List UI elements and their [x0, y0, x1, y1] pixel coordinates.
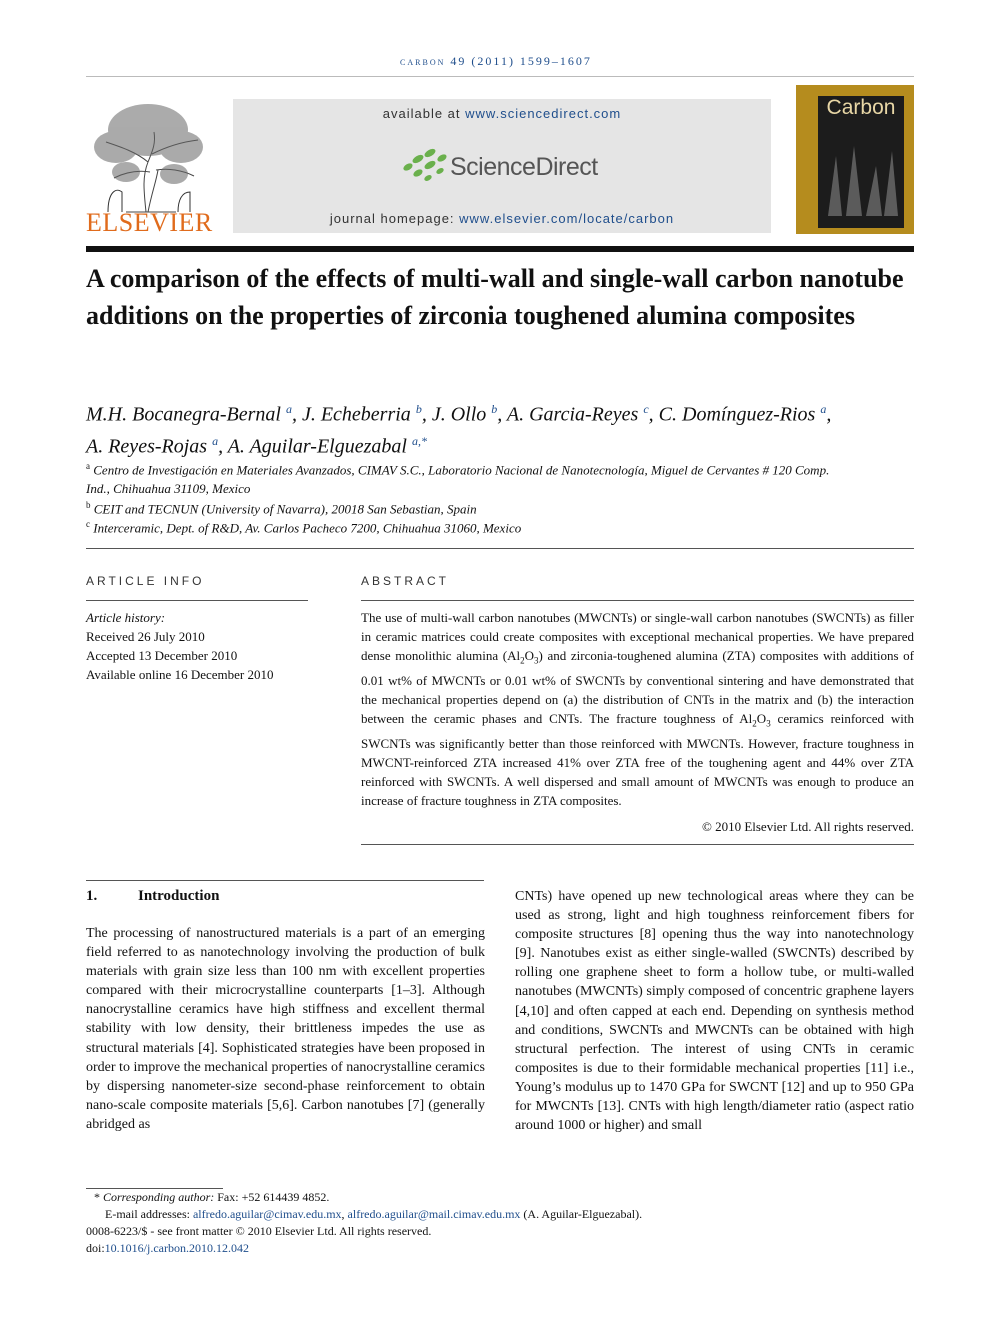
email-note [105, 1206, 642, 1223]
accepted-date: Accepted 13 December 2010 [86, 648, 238, 663]
affiliation-mark: a [86, 461, 90, 471]
cover-title: Carbon [826, 96, 896, 119]
subscript: 2 [520, 655, 525, 666]
available-at-line [233, 106, 771, 121]
doi-label: doi: [86, 1241, 105, 1255]
author-affiliation-mark[interactable]: b [415, 402, 422, 416]
issn-note: 0008-6223/$ - see front matter © 2010 Elsevier Ltd. All rights reserved. [86, 1224, 432, 1238]
author: A. Aguilar-Elguezabal [227, 435, 407, 458]
email-owner: (A. Aguilar-Elguezabal). [520, 1207, 643, 1221]
author: J. Ollo [431, 403, 487, 426]
abstract-part: O [524, 648, 534, 664]
body-rule [86, 880, 484, 881]
abstract-rule [361, 600, 914, 601]
subscript: 3 [533, 655, 539, 666]
author-separator: , [648, 403, 659, 426]
section-title: Introduction [138, 888, 220, 904]
author-affiliation-mark[interactable]: a [212, 433, 219, 448]
author: A. Reyes-Rojas [86, 435, 208, 458]
author-separator: , [497, 403, 507, 426]
affiliation-c [86, 515, 914, 537]
affiliation-text: Interceramic, Dept. of R&D, Av. Carlos Pacheco 7200, Chihuahua 31060, Mexico [93, 520, 522, 536]
doi-note [86, 1240, 249, 1257]
affiliation-text: Centro de Investigación en Materiales Avanzados, CIMAV S.C., Laboratorio Nacional de Nanotecnología, Miguel de Cervantes # 120 Comp. [93, 462, 830, 478]
author: M.H. Bocanegra-Bernal [86, 403, 281, 426]
article-info-rule [86, 600, 308, 601]
sciencedirect-link[interactable]: www.sciencedirect.com [465, 106, 622, 121]
article-history-label: Article history: [86, 610, 166, 625]
abstract-part: The use of multi-wall carbon nanotubes (MWCNTs) or single-wall carbon nanotubes (SWCNTs) as filler in ceramic matrices could create composites with exceptional mechanical properties. We have prepared dense monolithic alumina (Al [361, 610, 914, 664]
received-date: Received 26 July 2010 [86, 629, 205, 644]
abstract-part: ) and zirconia-toughened alumina (ZTA) composites with additions of 0.01 wt% of MWCNTs or 0.01 wt% of SWCNTs by conventional sintering and have demonstrated that the mechanical properties depend on (a) the distribution of CNTs in the matrix and (b) the interaction between the ceramic phases and CNTs. The fracture toughness of Al [361, 648, 914, 727]
footnote-mark: * [94, 1190, 100, 1204]
email-separator: , [341, 1207, 348, 1221]
available-prefix: available at [382, 106, 466, 121]
article-info-heading: ARTICLE INFO [86, 574, 205, 588]
abstract-heading: ABSTRACT [361, 574, 450, 588]
journal-citation: carbon 49 (2011) 1599–1607 [400, 54, 592, 68]
author-affiliation-mark[interactable]: a [820, 402, 827, 416]
author-affiliation-mark[interactable]: b [491, 402, 498, 416]
author-separator: , [421, 403, 432, 426]
body-column-left: The processing of nanostructured materials is a part of an emerging field referred to as nanotechnology involving the production of bulk materials with grain size less than 100 nm with excellent properties compared with their microcrystalline counterparts [1–3]. Although nanocrystalline ceramics have high stiffness and excellent thermal stability with low density, their brittleness impedes the use as structural materials [4]. Sophisticated strategies have been proposed in order to improve the mechanical properties of nanocrystalline ceramics by dispersing nanometer-size second-phase reinforcement to obtain nano-scale composite materials [5,6]. Carbon nanotubes [7] (generally abridged as [86, 926, 485, 1132]
elsevier-wordmark: ELSEVIER [86, 208, 213, 237]
email-link[interactable]: alfredo.aguilar@mail.cimav.edu.mx [347, 1207, 521, 1221]
author-affiliation-mark[interactable]: a [285, 402, 292, 416]
email-link[interactable]: alfredo.aguilar@cimav.edu.mx [192, 1207, 342, 1221]
abstract-part: O [756, 711, 767, 727]
footnote-label: Corresponding author: [103, 1190, 215, 1204]
body-column-right: CNTs) have opened up new technological areas where they can be used as strong, light and high toughness reinforcement fibers for composite structures [8] opening thus the way into nanotechnology [9]. Nanotubes exist as either single-walled (SWCNTs) described by rolling one graphene sheet to form a hollow tube, or multi-walled nanotubes (MWCNTs) simply composed of concentric graphene layers [4,10] and often capped at each end. Depending on synthesis method and conditions, SWCNTs and MWCNTs can be obtained with high structural perfection. The interest of using CNTs in ceramic composites is due to their formidable mechanical properties [11] i.e., Young’s modulus up to 1470 GPa for SWCNT [12] and up to 950 GPa for MWCNTs [13]. CNTs with high length/diameter ratio (aspect ratio around 1000 or higher) and small [515, 889, 914, 1134]
journal-homepage-line [233, 211, 771, 226]
subscript: 3 [766, 718, 771, 729]
affiliation-mark: b [86, 500, 91, 510]
email-label: E-mail addresses: [105, 1207, 193, 1221]
abstract-text [361, 608, 914, 810]
affiliation-mark: c [86, 519, 90, 529]
sciencedirect-wordmark: ScienceDirect [450, 153, 598, 181]
abstract-bottom-rule [361, 844, 914, 845]
header-rule [86, 246, 914, 252]
top-rule [86, 76, 914, 77]
abstract-part: ceramics reinforced with SWCNTs was significantly better than those reinforced with MWCNTs. However, fracture toughness in MWCNT-reinforced ZTA increased 41% over ZTA free of the toughening agent and 44% over ZTA reinforced with SWCNTs. A well dispersed and small amount of MWCNTs was enough to produce an increase of fracture toughness in ZTA composites. [361, 711, 914, 809]
affiliation-rule [86, 548, 914, 549]
footnote-fax: Fax: +52 614439 4852. [214, 1190, 330, 1204]
homepage-prefix: journal homepage: [329, 211, 460, 226]
doi-link[interactable]: 10.1016/j.carbon.2010.12.042 [104, 1241, 249, 1255]
article-title: A comparison of the effects of multi-wall and single-wall carbon nanotube additions on the properties of zirconia toughened alumina composites [86, 264, 904, 330]
author-list [86, 396, 914, 459]
subscript: 2 [752, 718, 757, 729]
author-affiliation-mark[interactable]: a,* [411, 433, 427, 448]
section-heading [86, 888, 219, 905]
author: J. Echeberria [301, 403, 411, 426]
author-affiliation-mark[interactable]: c [643, 402, 649, 416]
author: C. Domínguez-Rios [658, 403, 816, 426]
author: A. Garcia-Reyes [506, 403, 639, 426]
section-number: 1. [86, 888, 98, 904]
author-separator: , [291, 403, 302, 426]
corresponding-author-note [94, 1189, 329, 1206]
affiliation-text: CEIT and TECNUN (University of Navarra), 20018 San Sebastian, Spain [93, 501, 477, 517]
affiliation-a [86, 457, 914, 498]
abstract-copyright: © 2010 Elsevier Ltd. All rights reserved. [701, 819, 914, 834]
online-date: Available online 16 December 2010 [86, 667, 274, 682]
author-separator: , [218, 435, 228, 458]
author-separator: , [826, 403, 832, 426]
affiliation-text-cont: Ind., Chihuahua 31109, Mexico [86, 481, 251, 497]
journal-homepage-link[interactable]: www.elsevier.com/locate/carbon [459, 211, 675, 226]
